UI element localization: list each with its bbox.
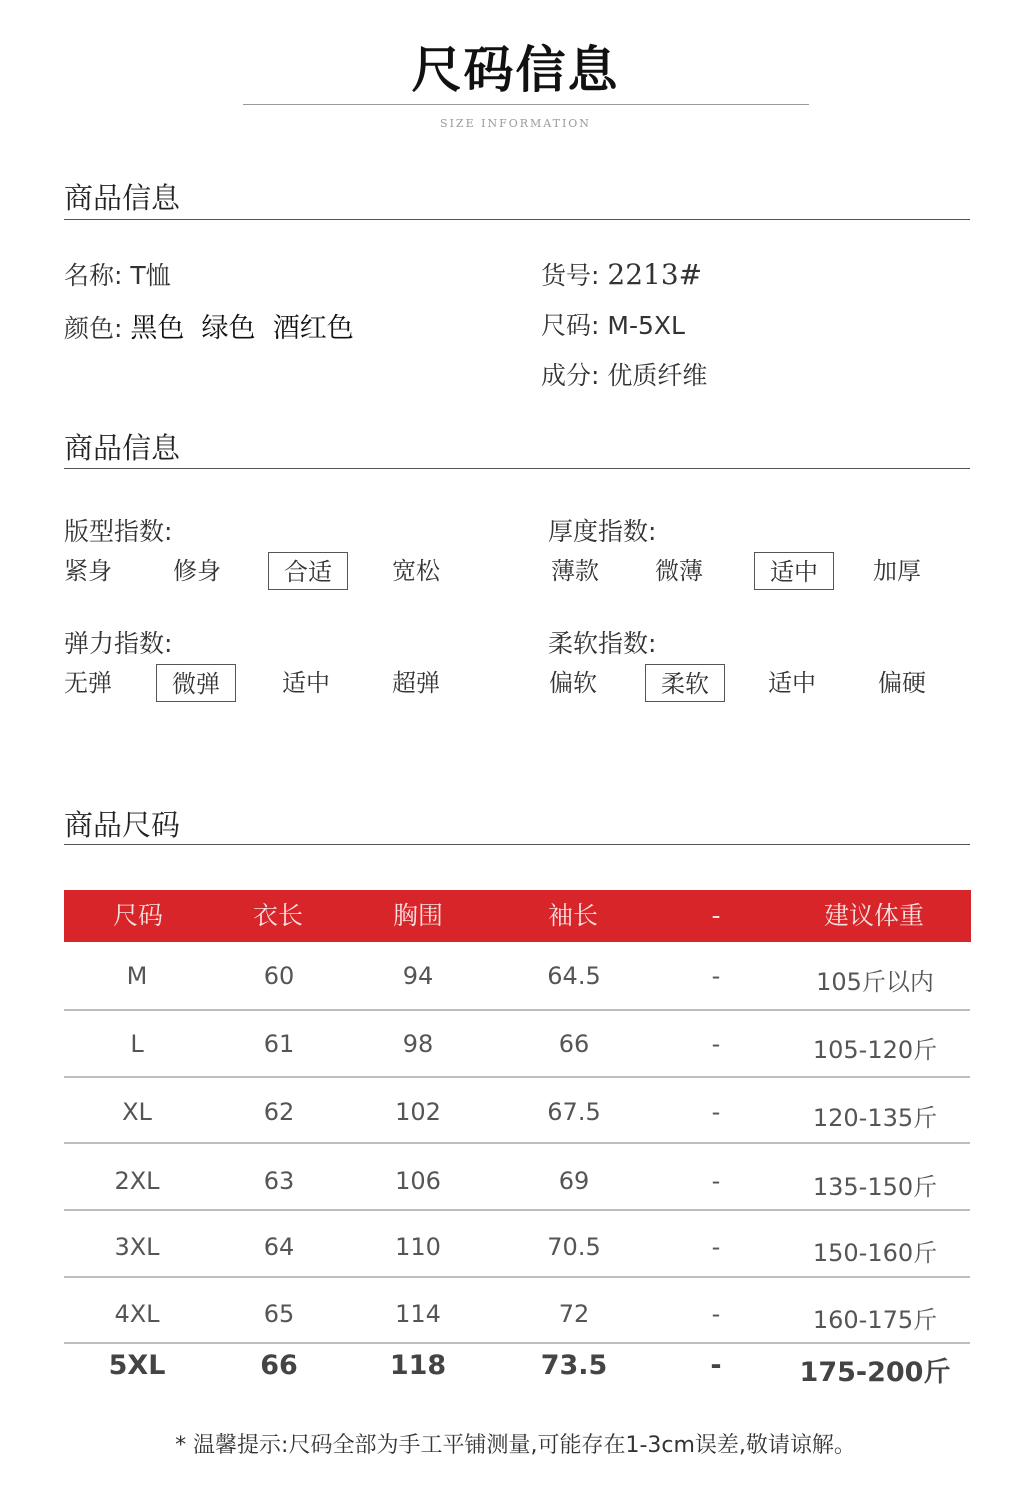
elasticity-option: 超弹	[392, 669, 440, 697]
size-section-title: 商品尺码	[64, 808, 181, 842]
table-cell: 66	[260, 1350, 298, 1381]
thickness-option-selected: 适中	[754, 552, 834, 590]
item-number-value: 2213#	[607, 258, 703, 291]
table-cell: M	[126, 962, 148, 990]
elasticity-option: 无弹	[64, 669, 112, 697]
table-cell: 118	[389, 1350, 447, 1381]
name-label: 名称:	[64, 261, 123, 290]
row-divider	[64, 1142, 970, 1144]
elasticity-option: 适中	[282, 669, 330, 697]
item-number-label: 货号:	[541, 261, 600, 290]
table-cell: XL	[122, 1098, 152, 1126]
material-label: 成分:	[541, 361, 600, 390]
fit-option: 修身	[173, 557, 221, 585]
size-range-value: M-5XL	[607, 311, 685, 340]
softness-option: 偏软	[549, 669, 597, 697]
item-number-row	[541, 256, 702, 292]
table-cell: 66	[558, 1030, 590, 1058]
table-cell: 63	[263, 1167, 295, 1195]
elasticity-option-selected: 微弹	[156, 664, 236, 702]
page-title: 尺码信息	[411, 41, 620, 99]
table-cell: -	[711, 1167, 721, 1195]
thickness-option: 加厚	[873, 557, 921, 585]
table-cell: 64	[263, 1233, 295, 1261]
row-divider	[64, 1009, 970, 1011]
table-cell: 72	[558, 1300, 590, 1328]
row-divider	[64, 1209, 970, 1211]
elasticity-index-label: 弹力指数:	[64, 629, 173, 658]
table-cell: 64.5	[547, 962, 601, 990]
thickness-option: 微薄	[655, 557, 703, 585]
section-divider	[64, 468, 970, 469]
row-divider	[64, 1076, 970, 1078]
column-header-sleeve: 袖长	[547, 901, 598, 930]
table-cell: -	[711, 1300, 721, 1328]
table-cell: 4XL	[114, 1300, 160, 1328]
material-row	[541, 356, 707, 392]
product-name-row	[64, 256, 171, 292]
table-cell: 102	[395, 1098, 441, 1126]
table-cell: -	[711, 1030, 721, 1058]
fit-option-selected: 合适	[268, 552, 348, 590]
fit-option: 紧身	[64, 557, 112, 585]
column-header-size: 尺码	[112, 901, 163, 930]
table-cell: 69	[558, 1167, 590, 1195]
size-range-row	[541, 306, 685, 342]
softness-option: 适中	[768, 669, 816, 697]
size-range-label: 尺码:	[541, 311, 600, 340]
table-cell: 110	[395, 1233, 441, 1261]
table-cell: 61	[263, 1030, 295, 1058]
color-label: 颜色:	[64, 314, 123, 343]
table-cell: 105斤以内	[816, 968, 934, 996]
row-divider	[64, 1342, 970, 1344]
column-header-empty: -	[711, 901, 721, 930]
table-cell: 105-120斤	[812, 1036, 938, 1064]
softness-index-label: 柔软指数:	[548, 629, 657, 658]
fit-index-label: 版型指数:	[64, 517, 173, 546]
table-cell: -	[711, 962, 721, 990]
column-header-chest: 胸围	[392, 901, 443, 930]
table-cell: -	[711, 1098, 721, 1126]
table-cell: 114	[395, 1300, 441, 1328]
index-section-title: 商品信息	[64, 431, 181, 465]
table-cell: 60	[263, 962, 295, 990]
table-cell: 70.5	[547, 1233, 601, 1261]
table-cell: -	[711, 1233, 721, 1261]
section-divider	[64, 844, 970, 845]
column-header-weight: 建议体重	[823, 901, 924, 930]
table-cell: L	[130, 1030, 144, 1058]
table-cell: 150-160斤	[812, 1239, 938, 1267]
page-subtitle: SIZE INFORMATION	[440, 117, 591, 130]
row-divider	[64, 1276, 970, 1278]
fit-option: 宽松	[392, 557, 440, 585]
table-cell: 94	[402, 962, 434, 990]
table-cell: 106	[395, 1167, 441, 1195]
table-cell: 3XL	[114, 1233, 160, 1261]
softness-option: 偏硬	[878, 669, 926, 697]
table-cell: 120-135斤	[812, 1104, 938, 1132]
name-value: T恤	[130, 261, 171, 290]
color-value: 黑色 绿色 酒红色	[130, 313, 354, 344]
section-divider	[64, 219, 970, 220]
softness-option-selected: 柔软	[645, 664, 725, 702]
table-cell: 160-175斤	[812, 1306, 938, 1334]
product-info-title: 商品信息	[64, 181, 181, 215]
table-cell: 62	[263, 1098, 295, 1126]
table-cell: 135-150斤	[812, 1173, 938, 1201]
table-cell: 5XL	[108, 1350, 166, 1381]
measurement-note: * 温馨提示:尺码全部为手工平铺测量,可能存在1-3cm误差,敬请谅解。	[175, 1433, 856, 1458]
column-header-length: 衣长	[252, 901, 303, 930]
table-cell: 98	[402, 1030, 434, 1058]
table-cell: 175-200斤	[799, 1357, 951, 1388]
product-color-row	[64, 306, 354, 345]
thickness-index-label: 厚度指数:	[548, 517, 657, 546]
table-cell: -	[710, 1350, 722, 1381]
material-value: 优质纤维	[607, 361, 708, 390]
table-cell: 2XL	[114, 1167, 160, 1195]
size-table-header	[64, 890, 971, 942]
title-divider	[243, 104, 809, 105]
table-cell: 73.5	[540, 1350, 608, 1381]
table-cell: 67.5	[547, 1098, 601, 1126]
table-cell: 65	[263, 1300, 295, 1328]
thickness-option: 薄款	[551, 557, 599, 585]
